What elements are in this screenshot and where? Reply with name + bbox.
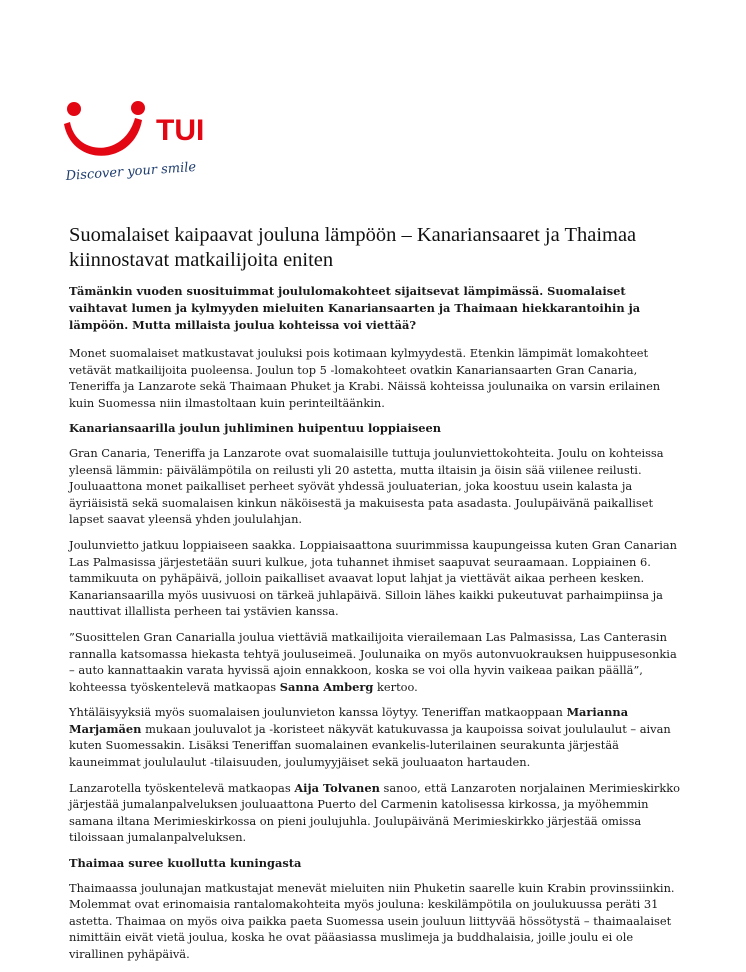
logo-tagline: Discover your smile	[65, 159, 197, 184]
logo-right-dot	[131, 101, 145, 115]
article-title: Suomalaiset kaipaavat jouluna lämpöön – Kanariansaaret ja Thaimaa kiinnostavat matkailijoita eniten	[69, 224, 637, 271]
paragraph-epiphany: Joulunvietto jatkuu loppiaiseen saakka. Loppiaisaattona suurimmissa kaupungeissa kuten Gran Canarian Las Palmasissa järjestetään suuri kulkue, jota tuhannet ihmiset saapuvat seuraamaan. Loppiainen 6. tammikuuta on pyhäpäivä, jolloin paikalliset avaavat loput lahjat ja viettävät aikaa perheen kesken. Kanariansaarilla myös uusivuosi on tärkeä juhlapäivä. Silloin lähes kaikki pukeutuvat parhaimpiinsa ja nauttivat illallista perheen tai ystävien kanssa.	[69, 537, 677, 619]
logo-smile	[64, 118, 142, 156]
paragraph-tenerife	[69, 704, 681, 770]
logo-wordmark: TUI	[156, 114, 205, 147]
guide-name-aija: Aija Tolvanen	[294, 780, 380, 795]
tenerife-text-start: Yhtäläisyyksiä myös suomalaisen joulunvieton kanssa löytyy. Teneriffan matkaoppaan	[69, 705, 567, 720]
subheading-canary-islands: Kanariansaarilla joulun juhliminen huipentuu loppiaiseen	[69, 421, 442, 436]
press-release	[69, 223, 681, 972]
article-lead: Tämänkin vuoden suosituimmat joululomakohteet sijaitsevat lämpimässä. Suomalaiset vaihtavat lumen ja kylmyyden mieluiten Kanariansaarten ja Thaimaan hiekkarantoihin ja lämpöön. Mutta millaista joulua kohteissa voi viettää?	[69, 284, 641, 332]
paragraph-thailand: Thaimaassa joulunajan matkustajat menevät mieluiten niin Phuketin saarelle kuin Krabin provinssiinkin. Molemmat ovat erinomaisia rantalomakohteita myös jouluna: keskilämpötila on joulukuussa peräti 31 astetta. Thaimaa on myös oiva paikka paeta Suomessa usein jouluun liittyvää hössötystä – thaimaalaiset nimittäin eivät vietä joulua, koska he ovat pääasiassa muslimeja ja buddhalaisia, joille joulu ei ole virallinen pyhäpäivä.	[69, 880, 675, 961]
paragraph-intro: Monet suomalaiset matkustavat jouluksi pois kotimaan kylmyydestä. Etenkin lämpimät lomakohteet vetävät matkailijoita puoleensa. Joulun top 5 -lomakohteet ovatkin Kanariansaarten Gran Canaria, Teneriffa ja Lanzarote sekä Thaimaan Phuket ja Krabi. Näissä kohteissa joulunaika on varsin erilainen kuin Suomessa niin ilmastoltaan kuin perinteiltäänkin.	[69, 346, 661, 410]
lanzarote-text-start: Lanzarotella työskentelevä matkaopas	[69, 780, 295, 795]
guide-name-marianna: Marianna Marjamäen	[69, 705, 629, 736]
subheading-thailand: Thaimaa suree kuollutta kuningasta	[69, 856, 302, 871]
paragraph-quote-sanna	[69, 629, 681, 695]
tui-smile-logo-icon	[62, 98, 237, 188]
guide-name-sanna: Sanna Amberg	[279, 679, 374, 694]
quote-tail: kertoo.	[373, 679, 418, 694]
tui-logo	[62, 98, 237, 188]
tenerife-text-end: mukaan jouluvalot ja -koristeet näkyvät katukuvassa ja kaupoissa soivat joululaulut – aivan kuten Suomessakin. Lisäksi Teneriffan suomalainen evankelis-luterilainen seurakunta järjestää kauneimmat joululaulut -tilaisuuden, joulumyyjäiset sekä jouluaaton hartauden.	[69, 721, 671, 770]
logo-left-dot	[67, 102, 81, 116]
paragraph-lanzarote	[69, 780, 681, 846]
lanzarote-text-end: sanoo, että Lanzaroten norjalainen Merimieskirkko järjestää jumalanpalveluksen jouluaattona Puerto del Carmenin katolisessa kirkossa, ja myöhemmin samana iltana Merimieskirkossa on pieni joulujuhla. Joulupäivänä Merimieskirkko järjestää omissa tiloissaan jumalanpalveluksen.	[69, 780, 681, 845]
quote-text: ”Suosittelen Gran Canarialla joulua viettäviä matkailijoita vierailemaan Las Palmasissa, Las Canterasin rannalla katsomassa hiekasta tehtyä jouluseimeä. Joulunaika on myös autonvuokrauksen huippusesonkia – auto kannattaakin varata hyvissä ajoin ennakkoon, koska se voi olla hyvin vaikeaa paikan päällä”, kohteessa työskentelevä matkaopas	[69, 629, 677, 694]
paragraph-canary-weather: Gran Canaria, Teneriffa ja Lanzarote ovat suomalaisille tuttuja joulunviettokohteita. Joulu on kohteissa yleensä lämmin: päivälämpötila on reilusti yli 20 astetta, mutta iltaisin ja öisin sää viilenee reilusti. Jouluaattona monet paikalliset perheet syövät yhdessä jouluaterian, joka koostuu usein kalasta ja äyriäisistä sekä suomalaisen kinkun näköisestä ja makuisesta pata asadasta. Joulupäivänä paikalliset lapset saavat yleensä yhden joululahjan.	[69, 445, 664, 527]
